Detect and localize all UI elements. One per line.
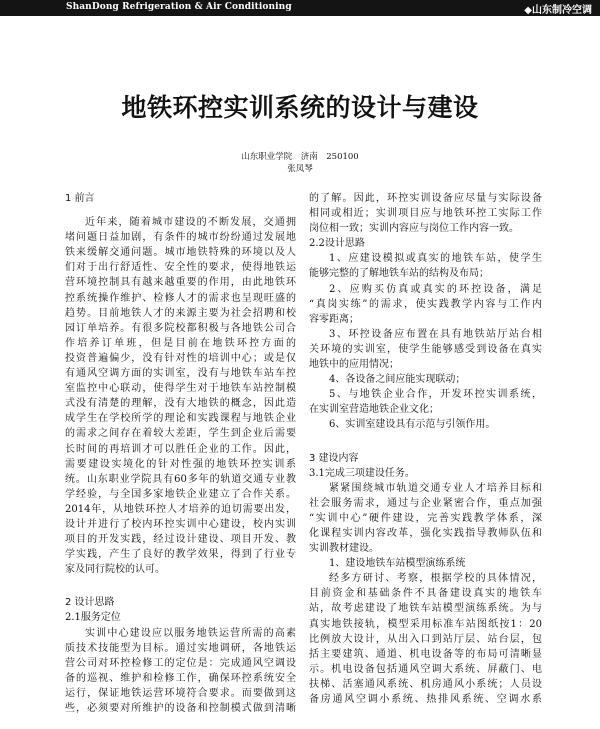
body-text-line: 化课程实训内容改革，强化实践指导教师队伍和	[309, 527, 542, 539]
body-text-line: 铁来缓解交通问题。城市地铁特殊的环境以及人	[65, 247, 296, 259]
body-text-line: 有通风空调方面的实训室，没有与地铁车站车控	[65, 368, 296, 380]
body-text-line: 室监控中心联动，使得学生对于地铁车站控制模	[65, 383, 296, 395]
body-text-line: 营环境控制具有越来越重要的作用，由此地铁环	[65, 277, 296, 289]
body-text-line: 紧紧围绕城市轨道交通专业人才培养目标和	[329, 482, 542, 494]
article-title: 地铁环控实训系统的设计与建设	[121, 93, 479, 122]
body-text-line: 设计并进行了校内环控实训中心建设，校内实训	[65, 518, 296, 530]
body-text-line: 近年来，随着城市建设的不断发展，交通拥	[85, 217, 296, 229]
body-text-line: 示。机电设备包括通风空调大系统、屏蔽门、电	[309, 663, 542, 675]
body-text-line: 运行，保证地铁运营环境符合要求。而要做到这	[65, 687, 296, 699]
body-text-line: 关环境的实训室，使学生能够感受到设备在真实	[309, 343, 542, 355]
section-heading: 3 建设内容	[309, 452, 359, 464]
body-text-line: 堵问题日益加剧，有条件的城市纷纷通过发展地	[65, 232, 296, 244]
author-name: 张凤琴	[287, 164, 313, 174]
journal-header-bar	[0, 0, 600, 16]
body-text-line: 2014年，从地铁环控人才培养的迫切需要出发，	[65, 503, 296, 515]
body-text-line: 些，必须要对所维护的设备和控制模式做到清晰	[65, 703, 296, 714]
body-text-line: 5、与地铁企业合作，开发环控实训系统，	[329, 389, 542, 401]
body-text-line: 作培养订单班，但是目前在地铁环控方面的	[65, 337, 296, 349]
body-text-line: 比例放大设计，从出入口到站厅层、站台层，包	[309, 633, 542, 645]
body-text-line: 3.1完成三项建设任务。	[309, 467, 415, 479]
body-text-line: 统。山东职业学院具有60多年的轨道交通专业教	[65, 473, 296, 485]
body-text-line: 式没有清楚的理解，没有大地铁的概念，因此造	[65, 398, 296, 410]
body-text-line: 扶梯、活塞通风系统、机房通风小系统；人员设	[309, 678, 542, 690]
body-text-line: 6、实训室建设具有示范与引领作用。	[329, 419, 496, 431]
body-text-line: 们对于出行舒适性、安全性的要求，使得地铁运	[65, 262, 296, 274]
body-text-line: 营公司对环控检修工的定位是：完成通风空调设	[65, 657, 296, 669]
body-text-line: 控系统操作维护、检修人才的需求也呈现旺盛的	[65, 292, 296, 304]
body-text-line: 项目的开发实践，经过设计建设、项目开发、教	[65, 534, 296, 546]
body-text-line: 经多方研讨、考察，根据学校的具体情况，	[329, 573, 542, 585]
body-text-line: 真实地铁接轨，模型采用标准车站图纸按1：20	[309, 618, 542, 630]
body-text-line: 成学生在学校所学的理论和实践课程与地铁企业	[65, 413, 296, 425]
body-text-line: 相同或相近；实训项目应与地铁环控工实际工作	[309, 208, 542, 220]
body-text-line: 1、建设地铁车站模型演练系统	[329, 558, 466, 570]
body-text-line: 括主要建筑、通道、机电设备等的布局可清晰显	[309, 648, 542, 660]
body-text-line: 趋势。目前地铁人才的来源主要为社会招聘和校	[65, 307, 296, 319]
body-text-line: 投资普遍偏少，没有针对性的培训中心；或是仅	[65, 352, 296, 364]
journal-name-chinese: ◆山东制冷空调	[524, 5, 592, 16]
body-text-line: 岗位相一致；实训内容应与岗位工作内容一致。	[309, 223, 519, 235]
paragraph-gap	[65, 206, 296, 215]
paragraph-gap	[309, 433, 542, 442]
body-text-line: 3、环控设备应布置在具有地铁站厅站台相	[329, 328, 542, 340]
body-text-line: “实训中心”硬件建设，完善实践教学体系，深	[309, 512, 542, 524]
body-text-line: 质技术技能型为目标。通过实地调研，各地铁运	[65, 642, 296, 654]
paragraph-gap	[65, 577, 296, 586]
body-text-line: 长时间的再培训才可以胜任企业的工作。因此，	[65, 443, 296, 455]
body-text-line: 实训中心建设应以服务地铁运营所需的高素	[85, 627, 296, 639]
body-text-line: 学实践，产生了良好的教学效果，得到了行业专	[65, 549, 296, 561]
body-text-line: 1、应建设模拟或真实的地铁车站，使学生	[329, 253, 542, 265]
body-text-line: 地铁中的应用情况；	[309, 359, 399, 371]
author-affiliation: 山东职业学院 济南 250100	[241, 152, 359, 162]
body-text-line: 2.1服务定位	[65, 612, 121, 624]
right-text-column	[309, 191, 542, 707]
body-text-line: 社会服务需求，通过与企业紧密合作，重点加强	[309, 497, 542, 509]
body-text-line: 2、应购买仿真或真实的环控设备，满足	[329, 283, 542, 295]
body-text-line: 备房通风空调小系统、热排风系统、空调水系	[309, 694, 542, 705]
body-text-line: 园订单培养。有很多院校都积极与各地铁公司合	[65, 322, 296, 334]
paragraph-gap	[65, 586, 296, 595]
body-text-line: 的需求之间存在着较大差距，学生到企业后需要	[65, 428, 296, 440]
body-text-line: 4、各设备之间应能实现联动；	[329, 374, 466, 386]
body-text-line: 目前资金和基础条件不具备建设真实的地铁车	[309, 588, 542, 600]
body-text-line: 站，故考虑建设了地铁车站模型演练系统。为与	[309, 603, 542, 615]
body-text-line: 家及同行院校的认可。	[65, 564, 165, 576]
body-text-line: 备的巡视、维护和检修工作，确保环控系统安全	[65, 672, 296, 684]
section-heading: 2 设计思路	[65, 597, 115, 609]
body-text-line: 实训教材建设。	[309, 543, 379, 555]
left-text-column	[65, 191, 296, 716]
body-text-line: “真岗实练”的需求，使实践教学内容与工作内	[309, 298, 542, 310]
body-text-line: 能够完整的了解地铁车站的结构及布局；	[309, 268, 489, 280]
body-text-line: 2.2设计思路	[309, 238, 365, 250]
journal-name-english: ShanDong Refrigeration & Air Conditioning	[66, 2, 292, 12]
body-text-line: 学经验，与全国多家地铁企业建立了合作关系。	[65, 488, 296, 500]
section-heading: 1 前言	[65, 193, 95, 204]
body-text-line: 在实训室营造地铁企业文化；	[309, 404, 439, 416]
paragraph-gap	[309, 442, 542, 451]
body-text-line: 容零距离；	[309, 313, 359, 325]
body-text-line: 的了解。因此，环控实训设备应尽量与实际设备	[309, 193, 542, 204]
body-text-line: 需要建设实境化的针对性强的地铁环控实训系	[65, 458, 296, 470]
